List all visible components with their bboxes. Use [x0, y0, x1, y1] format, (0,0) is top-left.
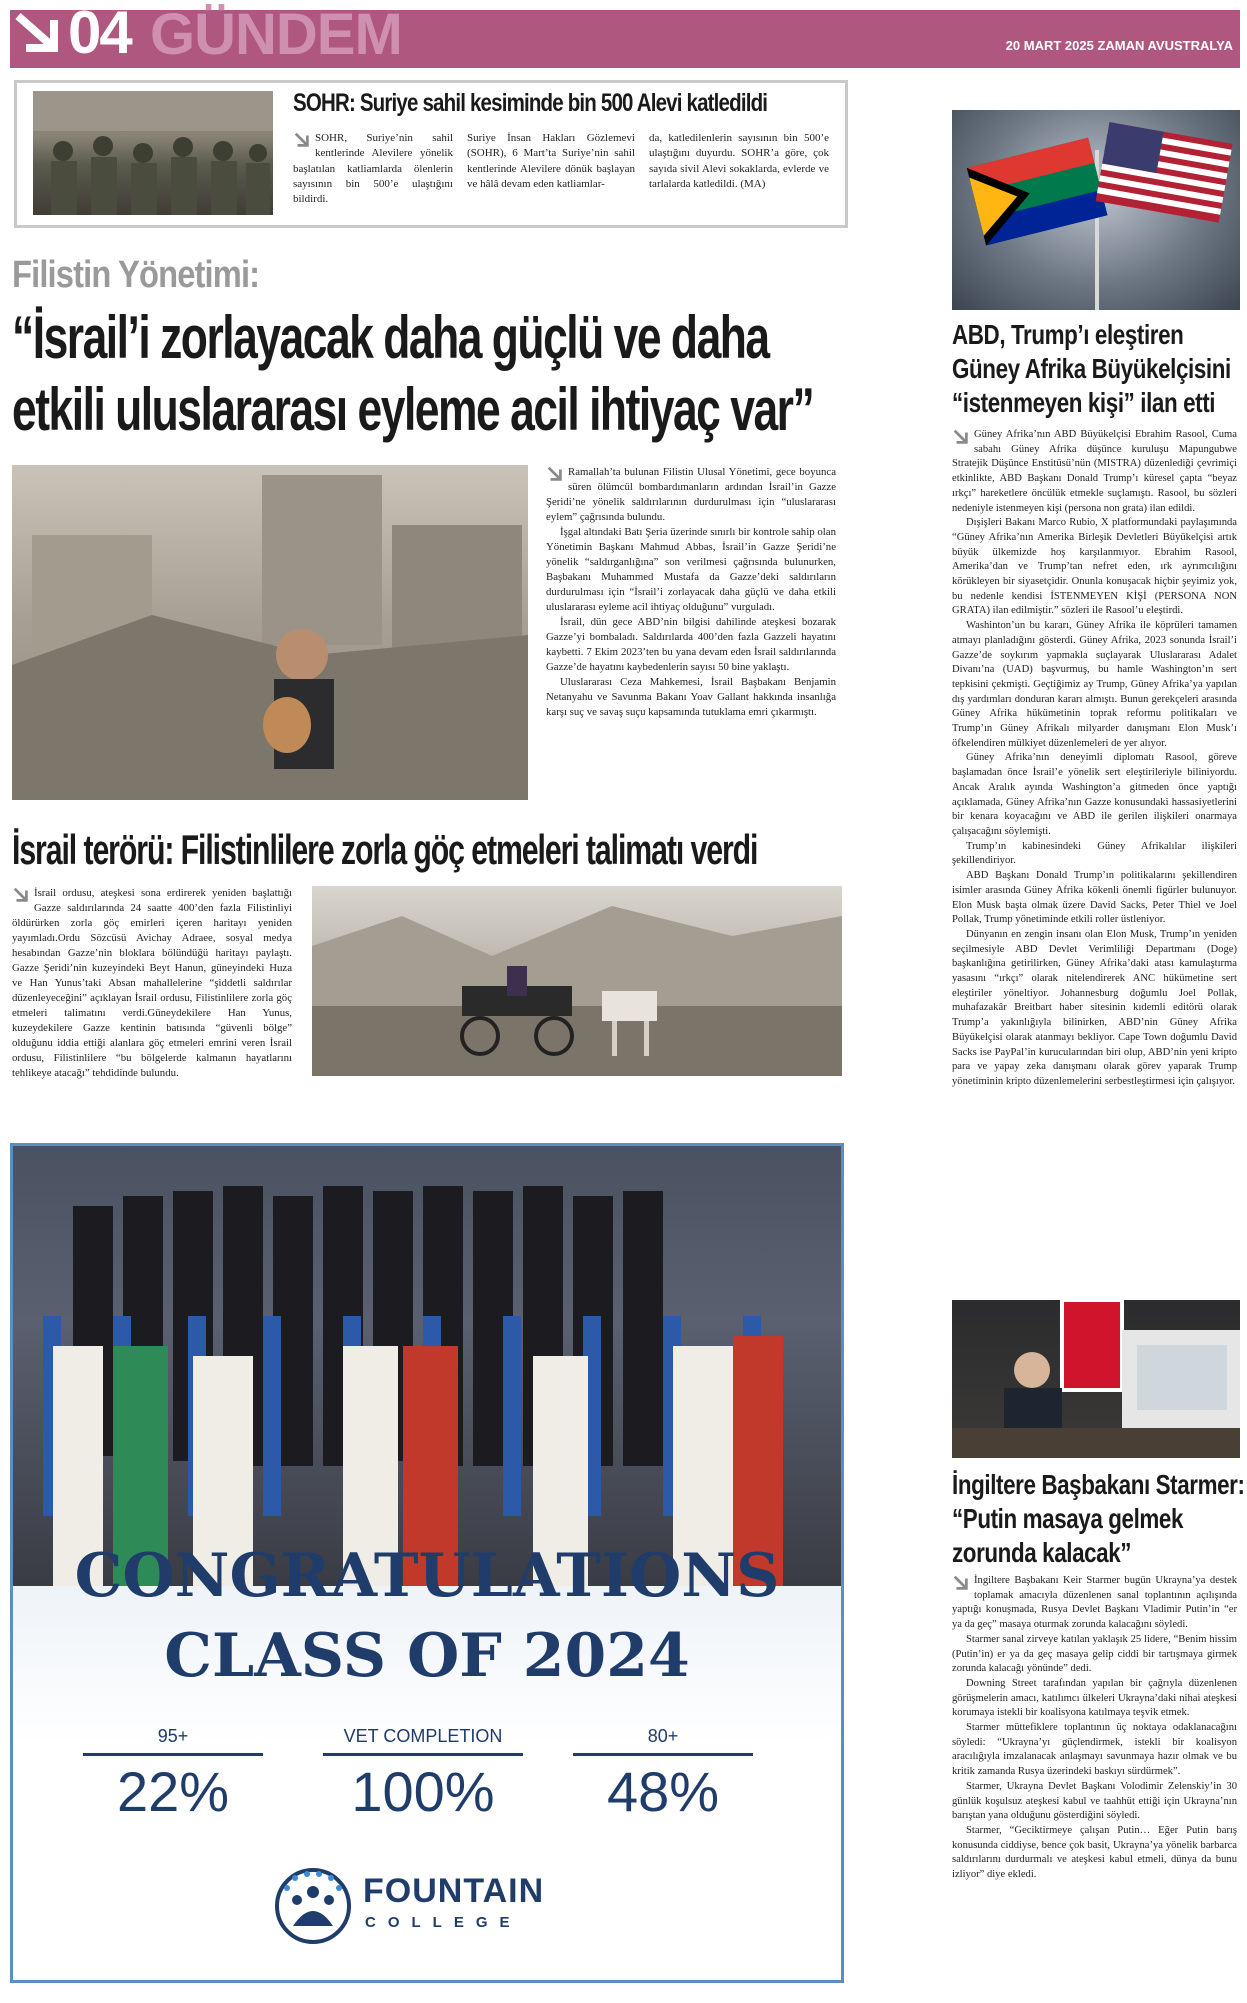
starmer-para: Starmer, Ukrayna Devlet Başkanı Volodimir Zelenskiy’in 30 günlük koşulsuz ateşkesi kabul ve taahhüt ettiği için Ukrayna’nın barıştan yana olduğunu gösterdiğini söyledi. [952, 1780, 1237, 1822]
starmer-article-body [952, 1574, 1237, 1883]
flags-photo [952, 110, 1240, 310]
fountain-college-ad [10, 1143, 844, 1983]
trump-para: Dışişleri Bakanı Marco Rubio, X platformundaki paylaşımında “Güney Afrika’nın Amerika Birleşik Devletleri Büyükelçisi artık büyük ülkemizde hoş karşılanmıyor. Ebrahim Rasool, Amerika’dan ve Trump’tan nefret eden, ırk ayrımcılığını körükleyen bir siyasetçidir. Onunla konuşacak hiçbir şeyimiz yok, bu nedenle kendisi İSTENMEYEN KİŞİ (PERSONA NON GRATA) ilan edilmiştir.” sözleri ile Rasool’u eleştirdi. [952, 517, 1237, 617]
main-para: Uluslararası Ceza Mahkemesi, İsrail Başbakanı Benjamin Netanyahu ve Savunma Bakanı Yoav Gallant hakkında insanlığa karşı suç ve savaş suçu kapsamında tutuklama emri çıkarmıştı. [546, 676, 836, 718]
starmer-photo [952, 1300, 1240, 1458]
sohr-col-2: Suriye İnsan Hakları Gözlemevi (SOHR), 6 Mart’ta Suriye’nin sahil kentlerinde Alevilere dönük başlayan ve hâlâ devam eden katliamlar- [467, 132, 635, 190]
gaza-cart-photo [312, 886, 842, 1076]
main-kicker: Filistin Yönetimi: [12, 254, 260, 296]
starmer-para: Downing Street tarafından yapılan bir çağrıyla düzenlenen görüşmelerin amacı, katılımcı ülkeleri Ukrayna’daki nihai ateşkesi korumaya istekli bir koalisyona katılmaya teşvik etmek. [952, 1677, 1237, 1719]
main-para: İsrail, dün gece ABD’nin bilgisi dahilinde ateşkesi bozarak Gazze’yi bombaladı. Saldırılarda 400’den fazla Gazzeli hayatını kaybetti. 7 Ekim 2023’ten bu yana devam eden İsrail saldırılarında Gazze’de hayatını kaybedenlerin sayısı 50 bine yaklaştı. [546, 616, 836, 673]
gaza-child-photo [12, 465, 528, 800]
starmer-headline: İngiltere Başbakanı Starmer: “Putin masaya gelmek zorunda kalacak” [952, 1469, 1245, 1568]
second-headline: İsrail terörü: Filistinlilere zorla göç etmeleri talimatı verdi [12, 826, 758, 873]
stat-95: 95+ 22% [83, 1726, 263, 1822]
trump-article-body [952, 428, 1237, 1090]
starmer-para: Starmer sanal zirveye katılan yaklaşık 25 lidere, “Benim hissim (Putin’in) er ya da geç masaya gelip ciddi bir tartışmaya girmek zorunda kalacağı yönünde” dedi. [952, 1633, 1237, 1675]
sohr-news-box [14, 80, 848, 228]
fountain-logo [273, 1866, 573, 1946]
trump-para: Trump’ın kabinesindeki Güney Afrikalılar ilişkileri şekillendiriyor. [952, 840, 1237, 867]
trump-para: Güney Afrika’nın ABD Büyükelçisi Ebrahim Rasool, Cuma sabahı Güney Afrika düşünce kuruluşu Mapungubwe Stratejik Düşünce Enstitüsü’nün (MISTRA) düzenlediği çevrimiçi etkinlikte, ABD Başkanı Donald Trump’ı küresel çapta “beyaz ırkçı” hareketlere öncülük etmekle suçlamıştı. Rasool, bu sözleri nedeniyle istenmeyen kişi (persona non grata) ilan edildi. [952, 429, 1237, 514]
starmer-para: İngiltere Başbakanı Keir Starmer bugün Ukrayna’ya destek toplamak amacıyla düzenlenen sanal toplantının açılışında yaptığı konuşmada, Rusya Devlet Başkanı Vladimir Putin’in “er ya da geç” masaya oturmak zorunda kalacağını söyledi. [952, 1575, 1237, 1631]
main-article-body [546, 465, 836, 720]
arrow-down-right-icon [293, 131, 311, 149]
graduates-photo [13, 1146, 841, 1586]
trump-para: Washinton’un bu kararı, Güney Afrika ile köprüleri tamamen atmayı planladığını gösterdi. Güney Afrika, 2023 sonunda İsrail’i Gazze’de soykırım yapmakla suçlayarak Uluslararası Adalet Divanı’na (UAD) başvurmuş, bu hamle Washington’ın sert tepkisini çekmişti. Geçtiğimiz ay Trump, Güney Afrika’ya yapılan dış yardımları donduran kararı almıştı. Bunun gerekçeleri arasında Güney Afrika hükümetinin toprak reformu politikaları ve Trump’ın Güney Afrikalı milyarder danışmanı Elon Musk’ı öfkelendiren mülkiyet düzenlemeleri de yer alıyor. [952, 620, 1237, 749]
stat-80: 80+ 48% [573, 1726, 753, 1822]
arrow-down-right-icon [546, 465, 564, 483]
brand-name: FOUNTAIN [363, 1872, 545, 1910]
trump-para: Güney Afrika’nın deneyimli diplomatı Rasool, göreve başlamadan önce İsrail’e yönelik sert eleştirileriyle biliniyordu. Ancak Aralık ayında Washington’a gitmeden önce yaptığı açıklamada, Güney Afrika’nın Gazze konusundaki hassasiyetlerini bir kenara koyacağını ve ABD ile gerilen ilişkileri onarmaya çalışacağını söylemişti. [952, 752, 1237, 837]
main-para: İşgal altındaki Batı Şeria üzerinde sınırlı bir kontrole sahip olan Yönetimin Başkanı Mahmud Abbas, İsrail’in Gazze Şeridi’ne yönelik “saldırganlığına” son verilmesi çağrısında bulunurken, Başbakanı Muhammed Mustafa da Gazze’deki saldırıların durdurulması için “İsrail’i zorlayacak daha güçlü ve daha etkili uluslararası eyleme acil ihtiyaç olduğunu” vurguladı. [546, 526, 836, 613]
main-headline: “İsrail’i zorlayacak daha güçlü ve daha etkili uluslararası eyleme acil ihtiyaç var” [12, 304, 814, 443]
sohr-headline: SOHR: Suriye sahil kesiminde bin 500 Alevi katledildi [293, 89, 768, 117]
trump-headline: ABD, Trump’ı eleştiren Güney Afrika Büyükelçisini “istenmeyen kişi” ilan etti [952, 319, 1231, 418]
trump-para: ABD Başkanı Donald Trump’ın politikalarını şekillendiren isimler arasında Güney Afrika kökenli önemli figürler bulunuyor. Elon Musk başta olmak üzere David Sacks, Peter Thiel ve Joel Pollak, Trump yönetiminde etkili roller üstleniyor. [952, 870, 1237, 926]
section-title: GÜNDEM [150, 2, 402, 67]
page-number: 04 [68, 0, 131, 66]
arrow-down-right-icon [952, 428, 970, 446]
congrats-heading: CONGRATULATIONS CLASS OF 2024 [74, 1541, 780, 1691]
sohr-col-3: da, katledilenlerin sayısının bin 500’e ulaştığını duyurdu. SOHR’a göre, çok sayıda sivil Alevi sokaklarda, evlerde ve tarlalarda katledildi. (MA) [649, 132, 829, 190]
stat-vet: VET COMPLETION 100% [323, 1726, 523, 1822]
soldiers-photo [33, 91, 273, 215]
trump-para: Dünyanın en zengin insanı olan Elon Musk, Trump’ın yeniden seçilmesiyle ABD Devlet Verimliliği Departmanı (Doge) başkanlığına getirilirken, Güney Afrika’daki atası kamulaştırma yasasını “ırkçı” olarak nitelendirerek ANC hükümetine sert eleştiriler yöneltiyor. Johannesburg doğumlu Joel Pollak, muhafazakâr Breitbart haber sitesinin kıdemli editörü olarak Trump’a yakınlığıyla bilinirken, ABD’nin Güney Afrika Büyükelçisi olarak atanmayı bekliyor. Cape Town doğumlu David Sacks ise PayPal’in kurucularından biri olup, ABD’nin yeni kripto para ve yapay zeka danışmanı olarak görev yaparak Trump yönetiminin kripto düzenlemelerini serbestleştirmesi için çalışıyor. [952, 928, 1237, 1087]
second-article-body: İsrail ordusu, ateşkesi sona erdirerek yeniden başlattığı Gazze saldırılarında 24 saatte 400’den fazla Filistinliyi öldürürken zorla göç emirleri içeren haritayı yeniden yayımladı.Ordu Sözcüsü Avichay Adraee, sosyal medya hesabından Gazze’nin bloklara bölündüğü haritayı paylaştı. Gazze Şeridi’nin kuzeyindeki Beyt Hanun, güneyindeki Huza ve Han Yunus’taki Absan mahallelerine “şiddetli saldırılar düzenleyeceğini” açıklayan İsrail ordusu, Filistinlilere zorla göç etmeleri talimatını verdi.Güneydekilere Han Yunus, kuzeydekilere Gazze kentinin batısında “güvenli bölge” olduğunu iddia ettiği alanlara göç etmeleri emrini veren İsrail ordusu, Filistinlilere “bu bölgelerde kalmanın hayatlarını tehlikeye atacağı” tehdidinde bulundu. [12, 887, 292, 1079]
date-line: 20 MART 2025 ZAMAN AVUSTRALYA [1005, 38, 1233, 53]
arrow-down-right-icon [12, 10, 64, 56]
sohr-col-1: SOHR, Suriye’nin sahil kentlerinde Alevilere yönelik başlatılan katliamlarda ölenlerin sayısının bin 500’e ulaştığını bildirdi. [293, 132, 453, 206]
main-para: Ramallah’ta bulunan Filistin Ulusal Yönetimi, gece boyunca süren ölümcül bombardımanların ardından İsrail’in Gazze Şeridi’ne yönelik saldırılarının durdurulması için “uluslararası eylem” çağrısında bulundu. [546, 466, 836, 523]
brand-sub: COLLEGE [365, 1914, 522, 1931]
starmer-para: Starmer müttefiklere toplantının üç noktaya odaklanacağını söyledi: “Ukrayna’yı güçlendirmek, istekli bir koalisyon aracılığıyla imzalanacak anlaşmayı savunmaya hazır olmak ve bu kritik zamanda Rusya üzerindeki baskıyı sürdürmek”. [952, 1722, 1237, 1778]
starmer-para: Starmer, “Geciktirmeye çalışan Putin… Eğer Putin barış konusunda ciddiyse, bence çok basit, Ukrayna’ya yönelik barbarca saldırılarını durdurmalı ve ateşkesi kabul etmeli, dünya da bunu izliyor” diye ekledi. [952, 1824, 1237, 1881]
arrow-down-right-icon [12, 886, 30, 904]
fountain-people-icon [273, 1866, 353, 1946]
arrow-down-right-icon [952, 1574, 970, 1592]
